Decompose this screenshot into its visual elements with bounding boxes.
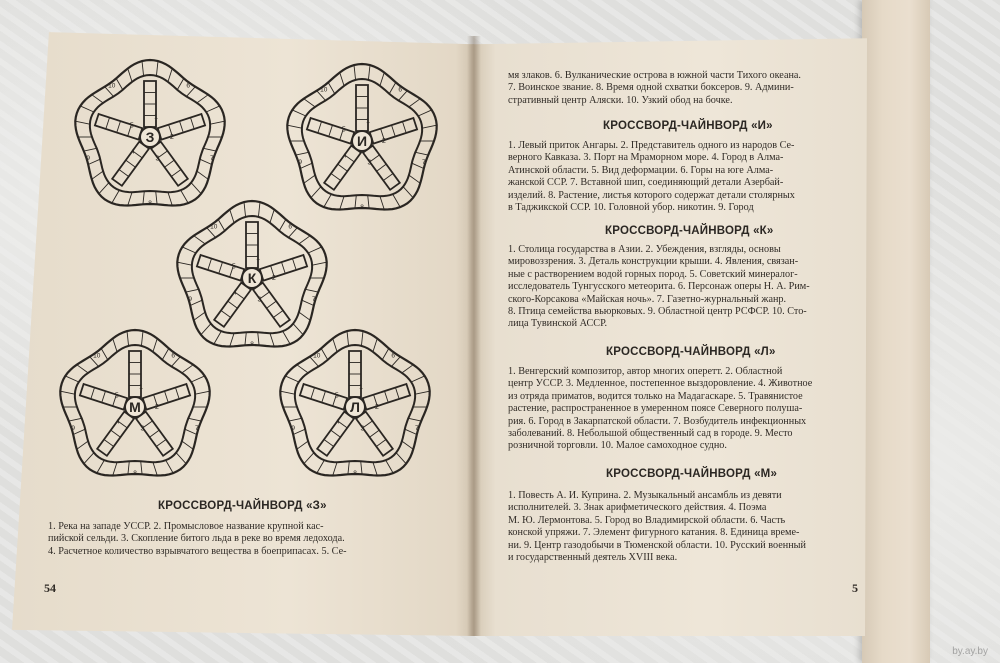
cell-divider xyxy=(112,190,119,203)
cell-divider xyxy=(143,191,144,204)
cell-divider xyxy=(141,331,143,346)
ring-number: 6 xyxy=(391,352,396,360)
cell-divider xyxy=(311,187,321,198)
cell-divider xyxy=(60,391,75,394)
cell-divider xyxy=(177,78,184,89)
cell-divider xyxy=(299,312,310,320)
clue-line: лица Тувинской АССР. xyxy=(508,318,608,330)
ring-number: 7 xyxy=(421,159,426,167)
ring-number: 9 xyxy=(298,159,303,167)
ring-number: 8 xyxy=(133,470,137,477)
cell-divider xyxy=(270,210,274,223)
clue-line: 1. Река на западе УССР. 2. Промысловое название крупной кас- xyxy=(48,521,324,532)
cell-divider xyxy=(380,73,384,86)
spoke-cell-divider xyxy=(102,391,106,402)
cell-divider xyxy=(396,453,406,464)
spoke-cell-divider xyxy=(165,160,175,167)
spoke-number: 3 xyxy=(367,159,372,167)
cell-divider xyxy=(304,453,314,464)
spoke-cell-divider xyxy=(395,388,399,399)
cell-divider xyxy=(408,418,421,421)
cell-divider xyxy=(270,333,274,346)
cell-divider xyxy=(218,219,225,230)
clues-z-continued xyxy=(508,70,801,107)
puzzle-letter: И xyxy=(356,133,368,149)
clue-line: 1. Повесть А. И. Куприна. 2. Музыкальный ансамбль из девяти xyxy=(508,490,782,501)
cell-divider xyxy=(304,175,315,183)
cell-divider xyxy=(191,183,201,194)
cell-divider xyxy=(230,210,234,223)
crossword-wheel-1 xyxy=(75,60,224,207)
ring-number: 8 xyxy=(250,341,254,348)
cell-divider xyxy=(92,171,103,179)
clue-line: мировоззрения. 3. Деталь конструкции крыши. 4. Явления, связан- xyxy=(508,256,799,268)
puzzle-letter: З xyxy=(145,129,155,145)
cell-divider xyxy=(333,462,337,475)
cell-divider xyxy=(244,202,246,217)
cell-divider xyxy=(308,247,322,253)
cell-divider xyxy=(355,195,356,208)
cell-divider xyxy=(297,441,308,449)
cell-divider xyxy=(279,219,286,230)
ring-number: 7 xyxy=(414,425,419,433)
cell-divider xyxy=(128,192,132,205)
cell-divider xyxy=(402,441,413,449)
ring-number: 10 xyxy=(320,86,328,94)
cell-divider xyxy=(361,331,363,346)
spoke-cell-divider xyxy=(267,301,277,308)
cell-divider xyxy=(305,289,318,292)
cell-divider xyxy=(156,61,158,76)
cell-divider xyxy=(177,262,192,265)
cell-divider xyxy=(297,365,308,373)
cell-divider xyxy=(333,339,337,352)
ring-number: 7 xyxy=(194,425,199,433)
cell-divider xyxy=(245,332,246,345)
spoke-number: 1 xyxy=(154,113,159,121)
cell-divider xyxy=(348,461,349,474)
cell-divider xyxy=(415,152,428,155)
cell-divider xyxy=(168,69,172,82)
spoke-number: 2 xyxy=(382,138,386,146)
cell-divider xyxy=(368,65,370,80)
spoke-cell-divider xyxy=(208,259,212,270)
spoke-cell-divider xyxy=(370,430,380,437)
ring-number: 10 xyxy=(210,223,218,231)
cell-divider xyxy=(162,348,169,359)
cell-divider xyxy=(347,331,349,346)
spoke-number: 2 xyxy=(272,275,276,283)
cell-divider xyxy=(197,171,208,179)
spoke-cell-divider xyxy=(329,125,333,136)
cell-divider xyxy=(354,65,356,80)
cell-divider xyxy=(340,196,344,209)
cell-divider xyxy=(411,376,425,382)
cell-divider xyxy=(283,331,290,344)
spoke-cell-divider xyxy=(91,388,95,399)
cell-divider xyxy=(188,418,201,421)
heading-z: КРОССВОРД-ЧАЙНВОРД «З» xyxy=(158,500,327,512)
cell-divider xyxy=(168,192,172,205)
spoke-number: 1 xyxy=(366,117,371,125)
crossword-wheel-2 xyxy=(287,64,436,211)
spoke-number: 4 xyxy=(232,289,237,297)
ring-number: 9 xyxy=(71,425,76,433)
cell-divider xyxy=(422,125,437,128)
spoke-number: 1 xyxy=(359,383,364,391)
cell-divider xyxy=(69,418,82,421)
spoke-cell-divider xyxy=(331,173,341,180)
spoke-cell-divider xyxy=(383,173,393,180)
clues-k xyxy=(508,244,810,331)
clues-i xyxy=(508,140,795,214)
cell-divider xyxy=(142,61,144,76)
spoke-cell-divider xyxy=(402,122,406,133)
cell-divider xyxy=(389,82,396,93)
spoke-number: 4 xyxy=(130,148,135,156)
cell-divider xyxy=(156,191,157,204)
cell-divider xyxy=(197,95,208,103)
cell-divider xyxy=(92,95,103,103)
cell-divider xyxy=(304,99,315,107)
clue-line: растение, распространенное в умеренном поясе Северного полуша- xyxy=(508,403,803,415)
clue-line: изделий. 8. Растение, листья которого содержат детали столярных xyxy=(508,189,795,201)
cell-divider xyxy=(186,289,199,292)
crossword-wheel-3 xyxy=(177,201,326,348)
cell-divider xyxy=(194,312,205,320)
ring-number: 8 xyxy=(360,204,364,211)
clue-line: заболеваний. 8. Небольшой общественный сад в городе. 9. Место xyxy=(508,428,793,440)
cell-divider xyxy=(77,441,88,449)
cell-divider xyxy=(214,331,221,344)
cell-divider xyxy=(113,462,117,475)
spoke-cell-divider xyxy=(104,439,114,446)
cell-divider xyxy=(201,324,211,335)
cell-divider xyxy=(386,460,393,473)
spoke-cell-divider xyxy=(292,259,296,270)
cell-divider xyxy=(153,339,157,352)
spoke-cell-divider xyxy=(377,164,387,171)
ring-number: 8 xyxy=(353,470,357,477)
clue-line: жанской ССР. 7. Вставной шип, соединяющий детали Азербай- xyxy=(508,177,784,189)
heading-l: КРОССВОРД-ЧАЙНВОРД «Л» xyxy=(606,346,776,358)
cell-divider xyxy=(393,194,400,207)
cell-divider xyxy=(415,391,430,394)
cell-divider xyxy=(75,121,90,124)
heading-i: КРОССВОРД-ЧАЙНВОРД «И» xyxy=(603,120,773,132)
clue-line: розничной торговли. 10. Малое самоходное судно. xyxy=(508,440,727,452)
spoke-number: 1 xyxy=(256,254,261,262)
spoke-cell-divider xyxy=(111,430,121,437)
spoke-cell-divider xyxy=(221,310,231,317)
cell-divider xyxy=(312,262,327,265)
spoke-cell-divider xyxy=(331,430,341,437)
ring-number: 6 xyxy=(288,223,293,231)
cell-divider xyxy=(287,125,302,128)
clue-line: 1. Венгерский композитор, автор многих оперетт. 2. Областной xyxy=(508,366,783,377)
spoke-cell-divider xyxy=(322,391,326,402)
spoke-cell-divider xyxy=(150,430,160,437)
clue-line: 4. Расчетное количество взрывчатого вещества в боеприпасах. 5. Се- xyxy=(48,545,347,557)
spoke-cell-divider xyxy=(117,121,121,132)
cell-divider xyxy=(285,376,299,382)
cell-divider xyxy=(127,331,129,346)
ring-number: 9 xyxy=(188,296,193,304)
cell-divider xyxy=(101,348,108,359)
cell-divider xyxy=(181,190,188,203)
cell-divider xyxy=(116,78,123,89)
cell-divider xyxy=(97,460,104,473)
spoke-number: 5 xyxy=(341,126,346,134)
spoke-number: 1 xyxy=(139,383,144,391)
spoke-number: 3 xyxy=(155,155,160,163)
cell-divider xyxy=(182,247,196,253)
clue-line: ни. 9. Центр газодобычи в Тюменской области. 10. Русский военный xyxy=(508,539,806,551)
cell-divider xyxy=(182,365,193,373)
clue-line: ского-Корсакова «Майская ночь». 7. Газетно-журнальный жанр. xyxy=(508,293,787,305)
ring-number: 6 xyxy=(171,352,176,360)
cell-divider xyxy=(373,462,377,475)
spoke-cell-divider xyxy=(273,310,283,317)
spoke-cell-divider xyxy=(156,439,166,446)
cell-divider xyxy=(195,391,210,394)
cell-divider xyxy=(176,453,186,464)
clues-m xyxy=(508,490,806,564)
ring-number: 7 xyxy=(209,155,214,163)
clue-line: рия. 6. Город в Закарпатской области. 7. Возбудитель инфекционных xyxy=(508,415,807,427)
cell-divider xyxy=(128,69,132,82)
spoke-cell-divider xyxy=(282,262,286,273)
ring-number: 10 xyxy=(108,82,116,90)
cell-divider xyxy=(382,348,389,359)
ring-number: 7 xyxy=(311,296,316,304)
clues-z xyxy=(48,521,347,558)
heading-k: КРОССВОРД-ЧАЙНВОРД «К» xyxy=(605,225,774,237)
cell-divider xyxy=(194,236,205,244)
spoke-number: 2 xyxy=(375,404,379,412)
spoke-number: 4 xyxy=(342,152,347,160)
clue-line: верного Кавказа. 3. Порт на Мраморном море. 4. Город в Алма- xyxy=(508,152,784,164)
cell-divider xyxy=(258,202,260,217)
cell-divider xyxy=(321,348,328,359)
ring-number: 9 xyxy=(291,425,296,433)
cell-divider xyxy=(340,73,344,86)
spoke-cell-divider xyxy=(219,262,223,273)
cell-divider xyxy=(203,148,216,151)
spoke-number: 3 xyxy=(140,425,145,433)
cell-divider xyxy=(65,376,79,382)
cell-divider xyxy=(409,175,420,183)
cell-divider xyxy=(153,462,157,475)
spoke-cell-divider xyxy=(392,125,396,136)
cell-divider xyxy=(403,187,413,198)
ring-number: 6 xyxy=(186,82,191,90)
ring-number: 10 xyxy=(93,352,101,360)
clue-line: 1. Левый приток Ангары. 2. Представитель одного из народов Се- xyxy=(508,140,795,151)
puzzle-letter: М xyxy=(129,399,141,415)
spoke-cell-divider xyxy=(126,160,136,167)
ring-number: 8 xyxy=(148,200,152,207)
cell-divider xyxy=(258,332,259,345)
spoke-number: 4 xyxy=(335,418,340,426)
cell-divider xyxy=(182,441,193,449)
cell-divider xyxy=(317,460,324,473)
cell-divider xyxy=(84,148,97,151)
spoke-cell-divider xyxy=(311,388,315,399)
cell-divider xyxy=(292,110,306,116)
clue-line: и государственный деятель XVIII века. xyxy=(508,552,678,564)
clue-line: Атинской области. 5. Вид деформации. 6. Горы на юге Алма- xyxy=(508,164,774,176)
cell-divider xyxy=(409,99,420,107)
clue-line: в Таджикской ССР. 10. Головной убор. никотин. 9. Город xyxy=(508,202,754,214)
cell-divider xyxy=(128,461,129,474)
cell-divider xyxy=(296,152,309,155)
cell-divider xyxy=(380,196,384,209)
clue-line: из отряда приматов, водится только на Мадагаскаре. 5. Травянистое xyxy=(508,390,803,402)
spoke-cell-divider xyxy=(165,391,169,402)
cell-divider xyxy=(280,391,295,394)
cell-divider xyxy=(206,106,220,112)
clue-line: мя злаков. 6. Вулканические острова в южной части Тихого океана. xyxy=(508,70,801,81)
cell-divider xyxy=(328,82,335,93)
cell-divider xyxy=(402,365,413,373)
crossword-wheel-4 xyxy=(60,330,209,477)
spoke-number: 2 xyxy=(155,404,159,412)
cell-divider xyxy=(418,110,432,116)
spoke-number: 3 xyxy=(257,296,262,304)
clue-line: 7. Воинское звание. 8. Время одной схватки боксеров. 9. Админи- xyxy=(508,82,794,94)
cell-divider xyxy=(191,376,205,382)
cell-divider xyxy=(289,418,302,421)
puzzle-letter: К xyxy=(247,270,257,286)
cell-divider xyxy=(77,365,88,373)
clue-line: М. Ю. Лермонтова. 5. Город во Владимирской области. 6. Часть xyxy=(508,514,786,526)
cell-divider xyxy=(293,324,303,335)
clue-line: центр УССР. 3. Медленное, постепенное выздоровление. 4. Животное xyxy=(508,378,813,390)
spoke-cell-divider xyxy=(190,118,194,129)
cell-divider xyxy=(99,183,109,194)
spoke-cell-divider xyxy=(318,122,322,133)
cell-divider xyxy=(230,333,234,346)
puzzle-letter: Л xyxy=(350,399,360,415)
spoke-number: 5 xyxy=(129,122,134,130)
cell-divider xyxy=(368,195,369,208)
clue-line: исполнителей. 3. Знак арифметического действия. 4. Поэма xyxy=(508,502,767,514)
clue-line: исследователь Тунгусского метеорита. 6. Персонаж оперы Н. А. Рим- xyxy=(508,281,810,293)
cell-divider xyxy=(299,236,310,244)
cell-divider xyxy=(210,121,225,124)
ring-number: 9 xyxy=(86,155,91,163)
ring-number: 6 xyxy=(398,86,403,94)
watermark-text: by.ay.by xyxy=(952,646,988,657)
page-number-left: 54 xyxy=(44,581,56,595)
spoke-number: 5 xyxy=(334,392,339,400)
clues-l xyxy=(508,366,812,453)
spoke-number: 5 xyxy=(114,392,119,400)
spoke-cell-divider xyxy=(175,388,179,399)
crossword-wheel-5 xyxy=(280,330,429,477)
clue-line: конской упряжи. 7. Элемент фигурного катания. 8. Единица време- xyxy=(508,527,800,539)
spoke-cell-divider xyxy=(180,121,184,132)
cell-divider xyxy=(80,106,94,112)
spoke-number: 5 xyxy=(231,263,236,271)
spoke-cell-divider xyxy=(376,439,386,446)
spoke-cell-divider xyxy=(324,439,334,446)
clue-line: пийской сельди. 3. Скопление битого льда в реке во время ледохода. xyxy=(48,533,345,545)
spoke-number: 4 xyxy=(115,418,120,426)
cell-divider xyxy=(373,339,377,352)
spoke-number: 3 xyxy=(360,425,365,433)
heading-m: КРОССВОРД-ЧАЙНВОРД «М» xyxy=(606,468,778,480)
cell-divider xyxy=(84,453,94,464)
spoke-number: 2 xyxy=(170,134,174,142)
cell-divider xyxy=(361,461,362,474)
cell-divider xyxy=(324,194,331,207)
spoke-cell-divider xyxy=(338,164,348,171)
spoke-cell-divider xyxy=(119,169,129,176)
clue-line: стративный центр Аляски. 10. Узкий обод на бочке. xyxy=(508,94,733,106)
spoke-cell-divider xyxy=(171,169,181,176)
spoke-cell-divider xyxy=(385,391,389,402)
page-number-right: 5 xyxy=(852,581,858,595)
cell-divider xyxy=(113,339,117,352)
cell-divider xyxy=(141,461,142,474)
spoke-cell-divider xyxy=(106,118,110,129)
clue-line: 8. Птица семейства вьюрковых. 9. Областной центр РСФСР. 10. Сто- xyxy=(508,306,807,318)
spoke-cell-divider xyxy=(228,301,238,308)
clue-line: 1. Столица государства в Азии. 2. Убеждения, взгляды, основы xyxy=(508,244,781,255)
clue-line: ные с растворением водой горных пород. 5. Советский минералог- xyxy=(508,268,798,280)
ring-number: 10 xyxy=(313,352,321,360)
cell-divider xyxy=(166,460,173,473)
